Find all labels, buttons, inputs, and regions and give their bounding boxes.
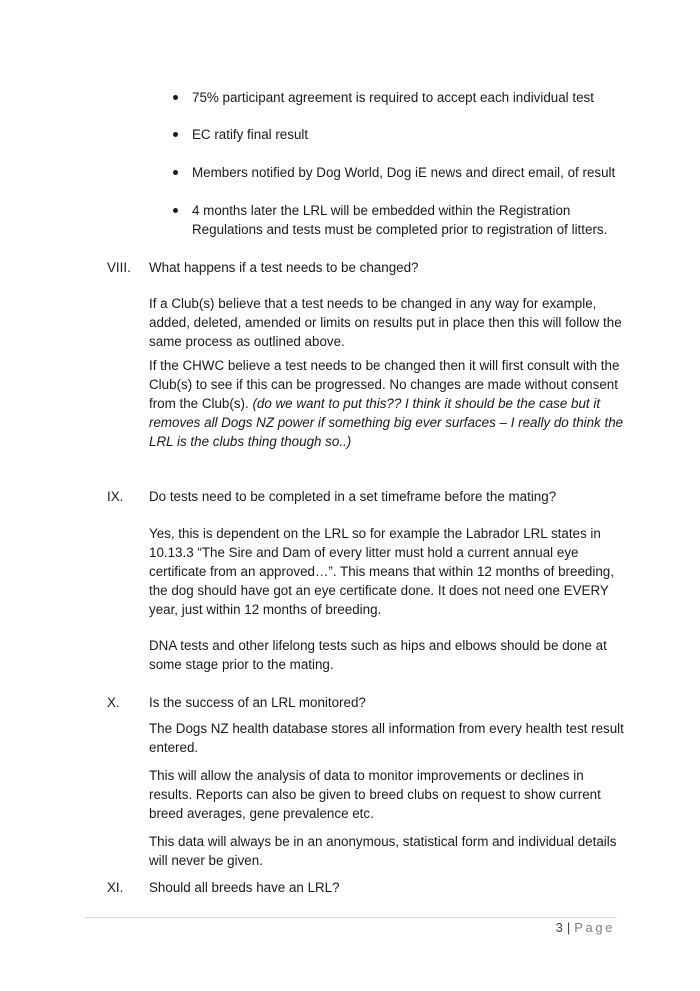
- paragraph: This data will always be in an anonymous, statistical form and individual details will never be given.: [149, 834, 617, 868]
- bullet-item: [173, 125, 623, 144]
- section-question: What happens if a test needs to be changed?: [149, 260, 419, 275]
- section-question: Do tests need to be completed in a set timeframe before the mating?: [149, 489, 557, 504]
- bullet-dot-icon: [173, 95, 178, 100]
- bullet-dot-icon: [173, 208, 178, 213]
- page-number: 3: [555, 920, 563, 935]
- section-number: XI.: [107, 880, 124, 895]
- italic-note: (do we want to put this?? I think it should be the case but it removes all Dogs NZ power if something big ever surfaces – I really do think the LRL is the clubs thing though so..): [149, 396, 624, 449]
- bullet-text: Members notified by Dog World, Dog iE news and direct email, of result: [192, 165, 616, 180]
- section-question: Should all breeds have an LRL?: [149, 880, 340, 895]
- bullet-dot-icon: [173, 132, 178, 137]
- page-label: Page: [574, 920, 615, 935]
- bullet-text: 4 months later the LRL will be embedded within the Registration Regulations and tests must be completed prior to registration of litters.: [192, 203, 608, 237]
- footer-divider: [85, 917, 617, 918]
- bullet-text: 75% participant agreement is required to accept each individual test: [192, 90, 594, 105]
- bullet-item: [173, 201, 623, 239]
- bullet-text: EC ratify final result: [192, 127, 309, 142]
- footer-separator: |: [566, 920, 571, 935]
- paragraph: [149, 356, 624, 451]
- section-number: X.: [107, 695, 120, 710]
- paragraph: This will allow the analysis of data to monitor improvements or declines in results. Reports can also be given to breed clubs on request to show current breed averages, gene prevalence etc.: [149, 768, 601, 821]
- page-footer: [556, 918, 615, 937]
- bullet-item: [173, 88, 623, 107]
- paragraph-text: If the CHWC believe a test needs to be changed then it will first consult with the Club(s) to see if this can be progressed. No changes are made without consent from the Club(s).: [149, 358, 620, 411]
- paragraph: If a Club(s) believe that a test needs to be changed in any way for example, added, deleted, amended or limits on results put in place then this will follow the same process as outlined above.: [149, 296, 622, 349]
- section-number: IX.: [107, 489, 124, 504]
- paragraph: Yes, this is dependent on the LRL so for example the Labrador LRL states in 10.13.3 “The Sire and Dam of every litter must hold a current annual eye certificate from an approved…”. This means that within 12 months of breeding, the dog should have got an eye certificate done. It does not need one EVERY year, just within 12 months of breeding.: [149, 526, 614, 617]
- bullet-dot-icon: [173, 170, 178, 175]
- section-number: VIII.: [107, 260, 131, 275]
- section-question: Is the success of an LRL monitored?: [149, 695, 366, 710]
- paragraph: The Dogs NZ health database stores all information from every health test result entered.: [149, 721, 624, 755]
- paragraph: DNA tests and other lifelong tests such as hips and elbows should be done at some stage prior to the mating.: [149, 638, 607, 672]
- bullet-item: [173, 163, 623, 182]
